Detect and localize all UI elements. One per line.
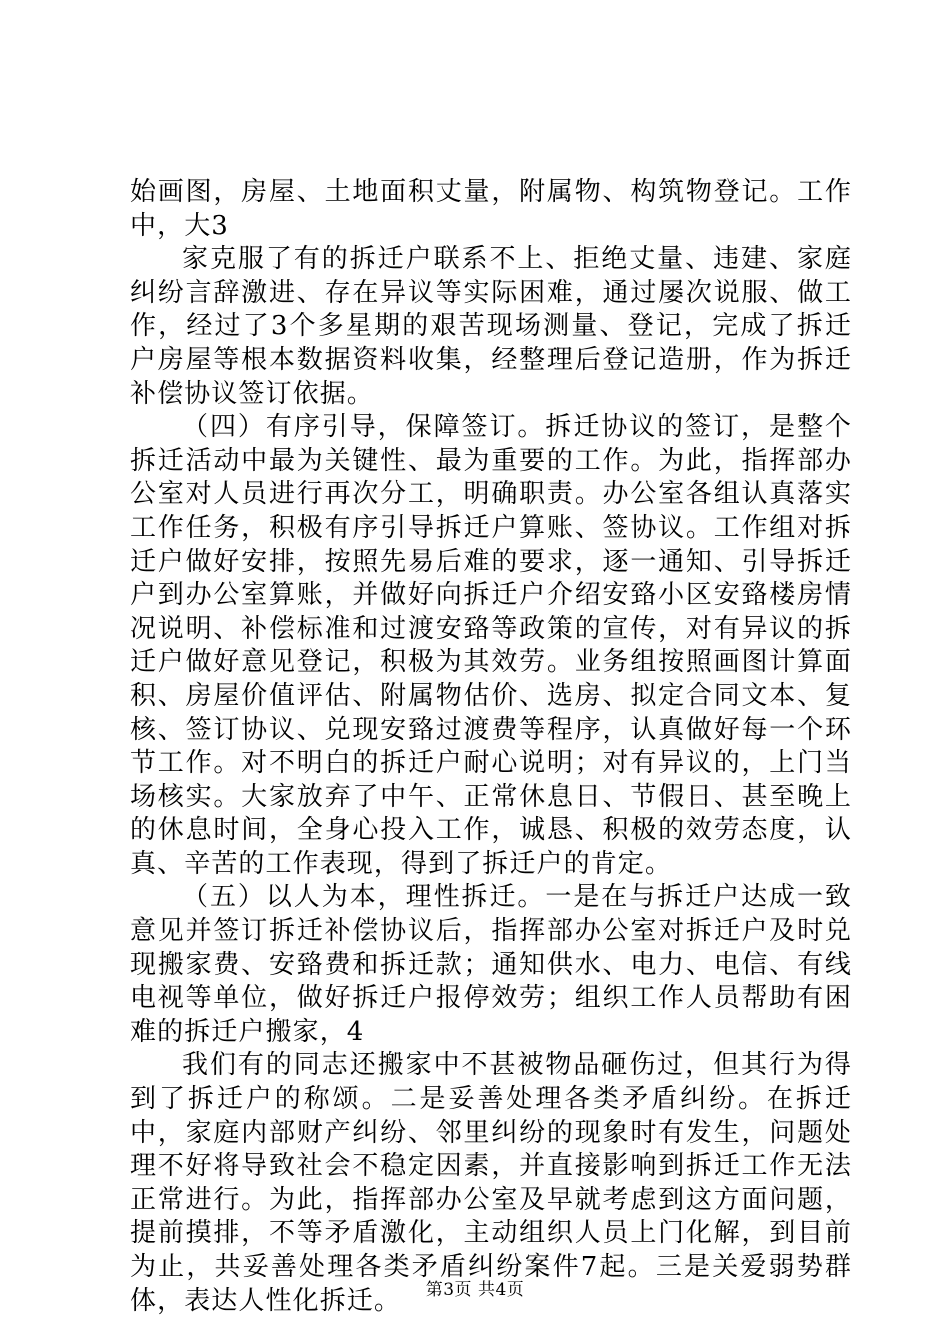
- document-body: [130, 176, 852, 1318]
- paragraph-section-four: （四）有序引导，保障签订。拆迁协议的签订，是整个拆迁活动中最为关键性、最为重要的工作。为此，指挥部办公室对人员进行再次分工，明确职责。办公室各组认真落实工作任务，积极有序引导拆迁户算账、签协议。工作组对拆迁户做好安排，按照先易后难的要求，逐一通知、引导拆迁户到办公室算账，并做好向拆迁户介绍安臵小区安臵楼房情况说明、补偿标准和过渡安臵等政策的宣传，对有异议的拆迁户做好意见登记，积极为其效劳。业务组按照画图计算面积、房屋价值评估、附属物估价、选房、拟定合同文本、复核、签订协议、兑现安臵过渡费等程序，认真做好每一个环节工作。对不明白的拆迁户耐心说明；对有异议的，上门当场核实。大家放弃了中午、正常休息日、节假日、甚至晚上的休息时间，全身心投入工作，诚恳、积极的效劳态度，认真、辛苦的工作表现，得到了拆迁户的肯定。: [130, 412, 852, 879]
- paragraph-continuation: 始画图，房屋、土地面积丈量，附属物、构筑物登记。工作中，大3: [130, 177, 852, 241]
- page-number-footer: 第3页 共4页: [425, 1280, 525, 1300]
- paragraph-survey-work: 家克服了有的拆迁户联系不上、拒绝丈量、违建、家庭纠纷言辞激进、存在异议等实际困难，通过屡次说服、做工作，经过了3个多星期的艰苦现场测量、登记，完成了拆迁户房屋等根本数据资料收集，经整理后登记造册，作为拆迁补偿协议签订依据。: [130, 244, 852, 409]
- paragraph-section-five: （五）以人为本，理性拆迁。一是在与拆迁户达成一致意见并签订拆迁补偿协议后，指挥部办公室对拆迁户及时兑现搬家费、安臵费和拆迁款；通知供水、电力、电信、有线电视等单位，做好拆迁户报停效劳；组织工作人员帮助有困难的拆迁户搬家，4: [130, 882, 852, 1047]
- paragraph-dispute-resolution: 我们有的同志还搬家中不甚被物品砸伤过，但其行为得到了拆迁户的称颂。二是妥善处理各类矛盾纠纷。在拆迁中，家庭内部财产纠纷、邻里纠纷的现象时有发生，问题处理不好将导致社会不稳定因素，并直接影响到拆迁工作无法正常进行。为此，指挥部办公室及早就考虑到这方面问题，提前摸排，不等矛盾激化，主动组织人员上门化解，到目前为止，共妥善处理各类矛盾纠纷案件7起。三是关爱弱势群体，表达人性化拆迁。: [130, 1050, 852, 1316]
